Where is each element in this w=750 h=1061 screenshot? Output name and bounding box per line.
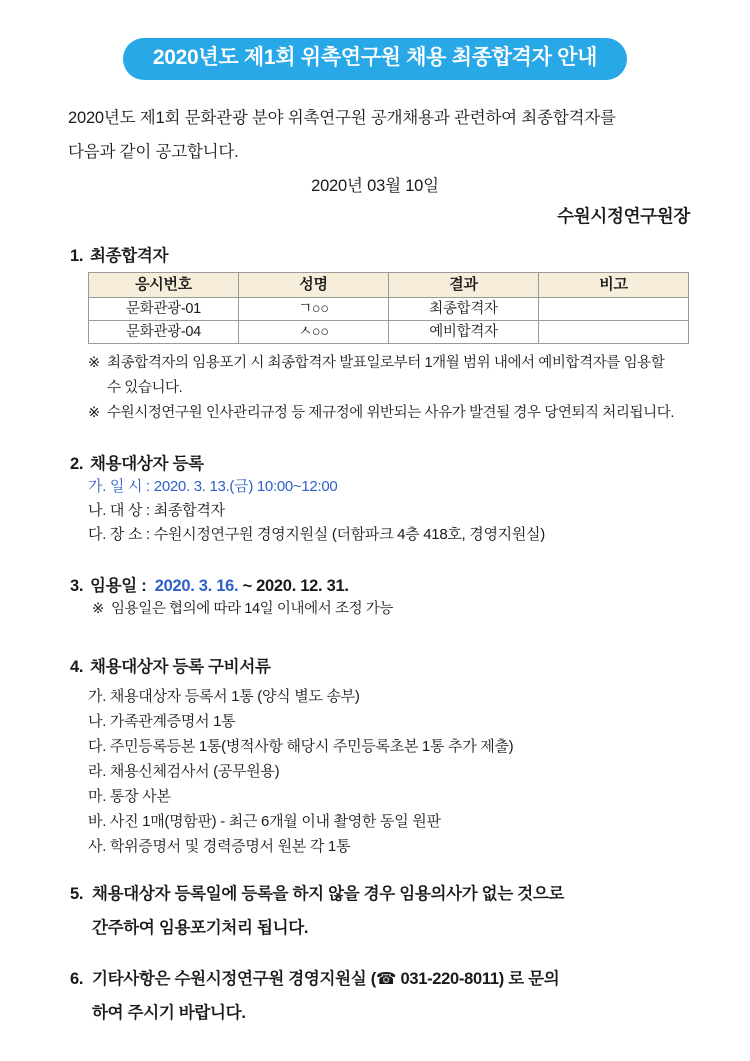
table-header-row (89, 273, 689, 298)
section-3-number: 3. (70, 577, 84, 595)
section-5-line-2: 간주하여 임용포기처리 됩니다. (92, 919, 309, 937)
section-2-number: 2. (70, 455, 84, 473)
item-value-date: 2020. 3. 13.(금) 10:00~12:00 (153, 478, 338, 495)
intro-line-2: 다음과 같이 공고합니다. (68, 143, 239, 161)
section-4-item-2: 나. 가족관계증명서 1통 (88, 713, 236, 730)
contact-phone-number: 031-220-8011 (396, 970, 499, 988)
section-2-item-date (88, 475, 337, 496)
section-4-item-1: 가. 채용대상자 등록서 1통 (양식 별도 송부) (88, 688, 360, 705)
column-header-remarks: 비고 (539, 273, 689, 298)
section-3-title: 임용일 : (90, 577, 147, 595)
intro-paragraph (68, 101, 690, 169)
item-label-target: 나. 대 상 : (88, 502, 150, 519)
cell-name: ㅅ○○ (239, 321, 389, 344)
section-5-line-1: 채용대상자 등록일에 등록을 하지 않을 경우 임용의사가 없는 것으로 (92, 885, 565, 903)
cell-remarks (539, 321, 689, 344)
section-2-title: 채용대상자 등록 (90, 455, 204, 473)
section-4-item-5: 마. 통장 사본 (88, 788, 171, 805)
telephone-icon: ☎ (375, 969, 397, 988)
section-5-number: 5. (70, 885, 84, 903)
table-row (89, 321, 689, 344)
section-1-number: 1. (70, 247, 84, 265)
title-banner-wrap (0, 38, 750, 80)
cell-name: ㄱ○○ (239, 298, 389, 321)
column-header-name: 성명 (239, 273, 389, 298)
section-4-item-4: 라. 채용신체검사서 (공무원용) (88, 763, 280, 780)
item-value-target: 최종합격자 (153, 502, 225, 519)
cell-remarks (539, 298, 689, 321)
note-1-line-2: 수 있습니다. (107, 380, 183, 396)
section-4-number: 4. (70, 658, 84, 676)
section-1-note-1 (88, 351, 688, 401)
section-4-heading (70, 653, 271, 677)
section-3-note (92, 597, 393, 622)
section-6-number: 6. (70, 970, 84, 988)
cell-result: 예비합격자 (389, 321, 539, 344)
cell-result: 최종합격자 (389, 298, 539, 321)
final-results-table (88, 272, 689, 344)
table-row (89, 298, 689, 321)
column-header-result: 결과 (389, 273, 539, 298)
section-6-line-2: 하여 주시기 바랍니다. (92, 1004, 246, 1022)
section-4-title: 채용대상자 등록 구비서류 (90, 658, 271, 676)
appointment-end-date: ~ 2020. 12. 31. (242, 577, 349, 595)
section-6-line-1-post: ) 로 문의 (498, 970, 560, 988)
item-label-date: 가. 일 시 : (88, 478, 150, 495)
note-1-line-1: 최종합격자의 임용포기 시 최종합격자 발표일로부터 1개월 범위 내에서 예비합격자를 임용할 (107, 355, 665, 371)
section-2-item-target (88, 499, 225, 520)
cell-exam-number: 문화관광-01 (89, 298, 239, 321)
note-mark-icon: ※ (92, 601, 104, 617)
item-value-place: 수원시정연구원 경영지원실 (더함파크 4층 418호, 경영지원실) (153, 526, 545, 543)
section-1-heading (70, 242, 168, 266)
cell-exam-number: 문화관광-04 (89, 321, 239, 344)
item-label-place: 다. 장 소 : (88, 526, 150, 543)
section-1-note-2 (88, 401, 688, 426)
page-title: 2020년도 제1회 위촉연구원 채용 최종합격자 안내 (123, 38, 627, 80)
section-4-item-3: 다. 주민등록등본 1통(병적사항 해당시 주민등록초본 1통 추가 제출) (88, 738, 514, 755)
section-5-paragraph (70, 877, 690, 945)
section-4-item-6: 바. 사진 1매(명함판) - 최근 6개월 이내 촬영한 동일 원판 (88, 813, 441, 830)
note-mark-icon: ※ (88, 355, 100, 371)
note-mark-icon: ※ (88, 405, 100, 421)
section-1-title: 최종합격자 (90, 247, 169, 265)
note-2-line-1: 수원시정연구원 인사관리규정 등 제규정에 위반되는 사유가 발견될 경우 당연퇴직 처리됩니다. (107, 405, 674, 421)
section-4-item-7: 사. 학위증명서 및 경력증명서 원본 각 1통 (88, 838, 351, 855)
section-2-item-place (88, 523, 545, 544)
section-2-heading (70, 450, 204, 474)
section-3-note-text: 임용일은 협의에 따라 14일 이내에서 조정 가능 (111, 601, 394, 617)
signer-name: 수원시정연구원장 (557, 206, 690, 226)
section-3-heading (70, 572, 349, 596)
column-header-exam-number: 응시번호 (89, 273, 239, 298)
announcement-date: 2020년 03월 10일 (311, 177, 439, 195)
appointment-start-date: 2020. 3. 16. (154, 577, 239, 595)
section-6-line-1-pre: 기타사항은 수원시정연구원 경영지원실 ( (92, 970, 376, 988)
intro-line-1: 2020년도 제1회 문화관광 분야 위촉연구원 공개채용과 관련하여 최종합격자를 (68, 109, 616, 127)
section-6-paragraph (70, 962, 690, 1030)
